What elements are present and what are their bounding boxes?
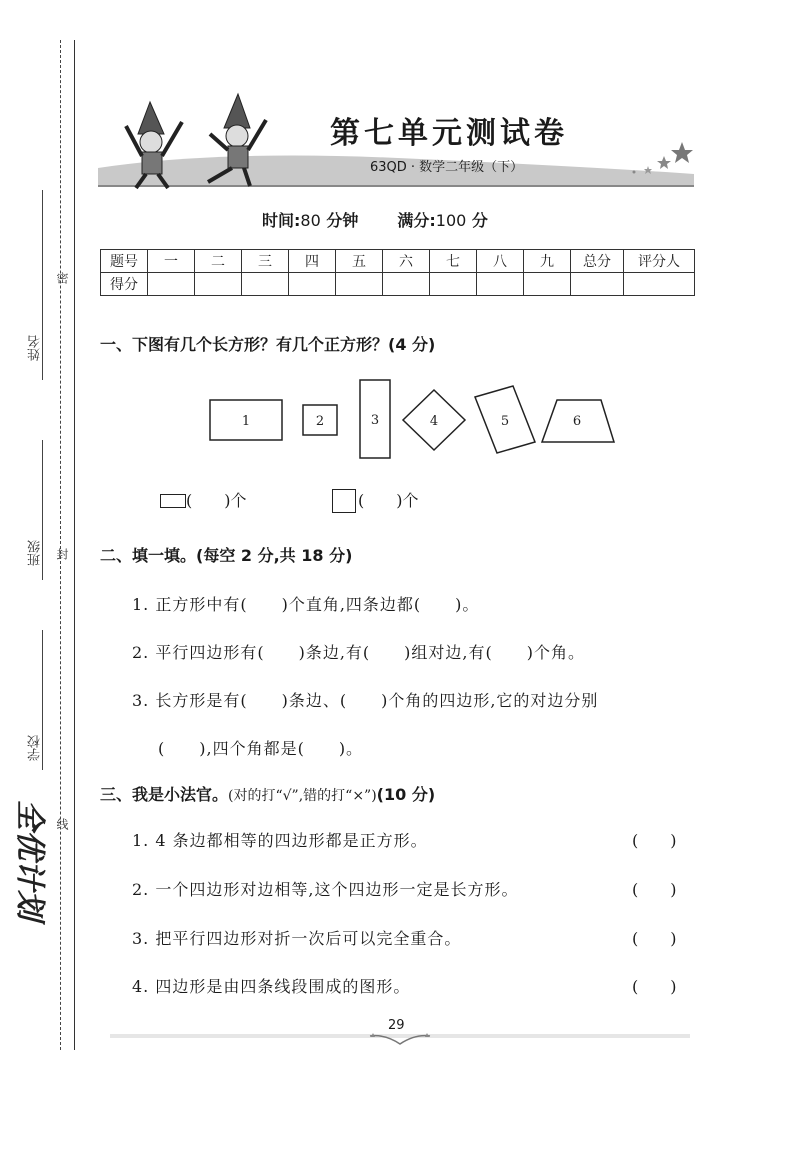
score-table-cell: 得分 [101, 273, 148, 296]
shape-label-6: 6 [572, 414, 582, 429]
score-table-header-row [101, 250, 695, 273]
section-2-question-1[interactable]: 1. 正方形中有( )个直角,四条边都( )。 [132, 595, 480, 614]
judge-answer-4[interactable]: ( ) [632, 977, 677, 996]
exam-info [262, 208, 488, 231]
score-box[interactable] [571, 273, 624, 296]
square-count-answer[interactable]: ( )个 [358, 491, 419, 510]
score-table-cell: 一 [148, 250, 195, 273]
rectangle-count-answer[interactable]: ( )个 [186, 491, 247, 510]
score-table-cell: 题号 [101, 250, 148, 273]
rectangle-icon [160, 494, 186, 508]
school-write-line [42, 630, 43, 770]
score-table-cell: 二 [195, 250, 242, 273]
shape-label-2: 2 [315, 414, 325, 429]
section-2-points: (每空 2 分,共 18 分) [196, 546, 353, 565]
seal-feng: 封 [55, 548, 69, 560]
school-label: 学校 [28, 735, 43, 761]
section-2-title [100, 543, 352, 566]
score-unit: 分 [471, 211, 488, 230]
section-3-points: (10 分) [376, 785, 436, 804]
shape-label-3: 3 [370, 413, 380, 428]
shape-label-5: 5 [500, 414, 510, 429]
section-3-heading: 三、我是小法官。 [100, 785, 229, 804]
name-write-line [42, 190, 43, 380]
section-2-question-3-cont[interactable]: ( ),四个角都是( )。 [158, 739, 364, 758]
judge-item-1: 1. 4 条边都相等的四边形都是正方形。 [132, 831, 428, 850]
score-table-cell: 评分人 [624, 250, 695, 273]
score-label: 满分: [397, 211, 436, 230]
shape-label-4: 4 [429, 414, 439, 429]
footer-ornament [365, 1030, 435, 1050]
page-title: 第七单元测试卷 [330, 116, 568, 151]
score-table-cell: 四 [289, 250, 336, 273]
section-2-heading: 二、填一填。 [100, 546, 197, 565]
brand-logo [10, 800, 52, 950]
score-box[interactable] [383, 273, 430, 296]
score-table-score-row [101, 273, 695, 296]
brand-logo-text: 全优计划 [12, 800, 47, 920]
judge-item-3: 3. 把平行四边形对折一次后可以完全重合。 [132, 929, 462, 948]
shape-label-1: 1 [241, 414, 251, 429]
judge-answer-1[interactable]: ( ) [632, 831, 677, 850]
score-box[interactable] [624, 273, 695, 296]
score-box[interactable] [477, 273, 524, 296]
score-table-cell: 八 [477, 250, 524, 273]
judge-item-4: 4. 四边形是由四条线段围成的图形。 [132, 977, 411, 996]
page-number: 29 [388, 1018, 405, 1033]
time-value: 80 [300, 211, 321, 230]
seal-xian: 线 [55, 818, 69, 830]
shapes-figure [200, 370, 620, 466]
time-unit: 分钟 [326, 211, 359, 230]
seal-mi: 密 [55, 272, 69, 284]
section-3-title [100, 782, 435, 805]
score-box[interactable] [430, 273, 477, 296]
score-table [100, 249, 695, 296]
score-box[interactable] [336, 273, 383, 296]
score-table-cell: 六 [383, 250, 430, 273]
score-table-cell: 九 [524, 250, 571, 273]
judge-item-2: 2. 一个四边形对边相等,这个四边形一定是长方形。 [132, 880, 519, 899]
score-box[interactable] [148, 273, 195, 296]
score-table-cell: 七 [430, 250, 477, 273]
score-table-cell: 总分 [571, 250, 624, 273]
name-label: 姓名 [28, 335, 43, 361]
score-box[interactable] [289, 273, 336, 296]
score-box[interactable] [195, 273, 242, 296]
score-box[interactable] [524, 273, 571, 296]
score-box[interactable] [242, 273, 289, 296]
section-2-question-3[interactable]: 3. 长方形是有( )条边、( )个角的四边形,它的对边分别 [132, 691, 599, 710]
section-1-title: 一、下图有几个长方形？有几个正方形？(4 分) [100, 335, 436, 354]
class-label: 班级 [28, 540, 43, 566]
section-2-question-2[interactable]: 2. 平行四边形有( )条边,有( )组对边,有( )个角。 [132, 643, 585, 662]
score-table-cell: 五 [336, 250, 383, 273]
score-table-cell: 三 [242, 250, 289, 273]
judge-answer-3[interactable]: ( ) [632, 929, 677, 948]
margin-dashed-line [60, 40, 61, 1050]
margin-solid-line [74, 40, 75, 1050]
section-3-instruction: (对的打“√”,错的打“×”) [228, 788, 377, 804]
class-write-line [42, 440, 43, 580]
square-icon [332, 489, 356, 513]
page-subtitle: 63QD · 数学二年级（下） [370, 160, 524, 175]
judge-answer-2[interactable]: ( ) [632, 880, 677, 899]
time-label: 时间: [262, 211, 301, 230]
score-value: 100 [435, 211, 467, 230]
